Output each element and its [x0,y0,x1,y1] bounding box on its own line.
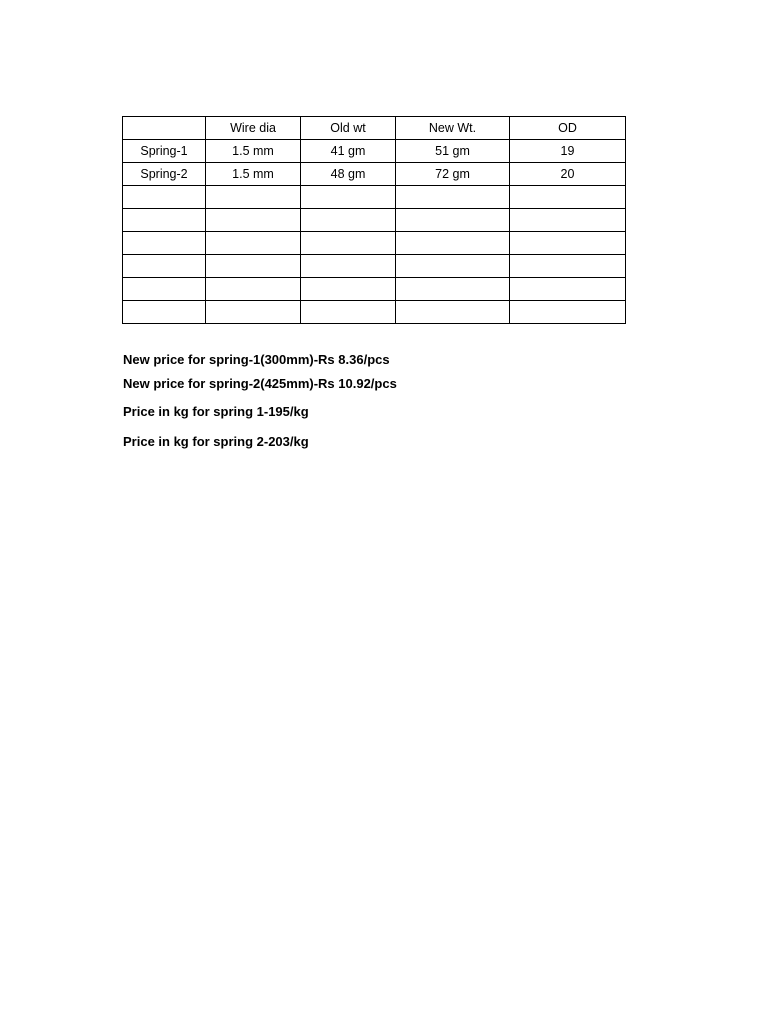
empty-cell [396,301,510,324]
empty-cell [396,278,510,301]
cell-od: 19 [510,140,626,163]
empty-cell [206,301,301,324]
note-spring-2-kg-price: Price in kg for spring 2-203/kg [123,434,309,449]
empty-cell [206,209,301,232]
header-od: OD [510,117,626,140]
empty-cell [301,255,396,278]
table-row-empty [123,232,626,255]
empty-cell [396,209,510,232]
empty-cell [301,301,396,324]
table-row [123,163,626,186]
empty-cell [123,255,206,278]
empty-cell [206,232,301,255]
empty-cell [301,232,396,255]
empty-cell [123,278,206,301]
empty-cell [206,278,301,301]
empty-cell [510,232,626,255]
table-row [123,140,626,163]
note-spring-1-kg-price: Price in kg for spring 1-195/kg [123,404,309,419]
empty-cell [396,232,510,255]
header-wire-dia: Wire dia [206,117,301,140]
cell-old-wt: 41 gm [301,140,396,163]
note-spring-1-price: New price for spring-1(300mm)-Rs 8.36/pcs [123,352,390,367]
row-label: Spring-2 [123,163,206,186]
cell-old-wt: 48 gm [301,163,396,186]
cell-new-wt: 72 gm [396,163,510,186]
empty-cell [123,209,206,232]
empty-cell [301,186,396,209]
cell-new-wt: 51 gm [396,140,510,163]
empty-cell [510,301,626,324]
table-row-empty [123,186,626,209]
empty-cell [206,186,301,209]
header-cell-blank [123,117,206,140]
empty-cell [396,255,510,278]
empty-cell [123,232,206,255]
table-row-empty [123,255,626,278]
empty-cell [123,186,206,209]
note-spring-2-price: New price for spring-2(425mm)-Rs 10.92/pcs [123,376,397,391]
row-label: Spring-1 [123,140,206,163]
empty-cell [396,186,510,209]
empty-cell [123,301,206,324]
empty-cell [510,278,626,301]
header-new-wt: New Wt. [396,117,510,140]
empty-cell [301,209,396,232]
empty-cell [510,186,626,209]
empty-cell [510,209,626,232]
table-header-row [123,117,626,140]
cell-wire-dia: 1.5 mm [206,163,301,186]
table-row-empty [123,301,626,324]
empty-cell [206,255,301,278]
spring-spec-table [122,116,626,324]
cell-od: 20 [510,163,626,186]
empty-cell [510,255,626,278]
header-old-wt: Old wt [301,117,396,140]
table-row-empty [123,209,626,232]
table-row-empty [123,278,626,301]
cell-wire-dia: 1.5 mm [206,140,301,163]
empty-cell [301,278,396,301]
